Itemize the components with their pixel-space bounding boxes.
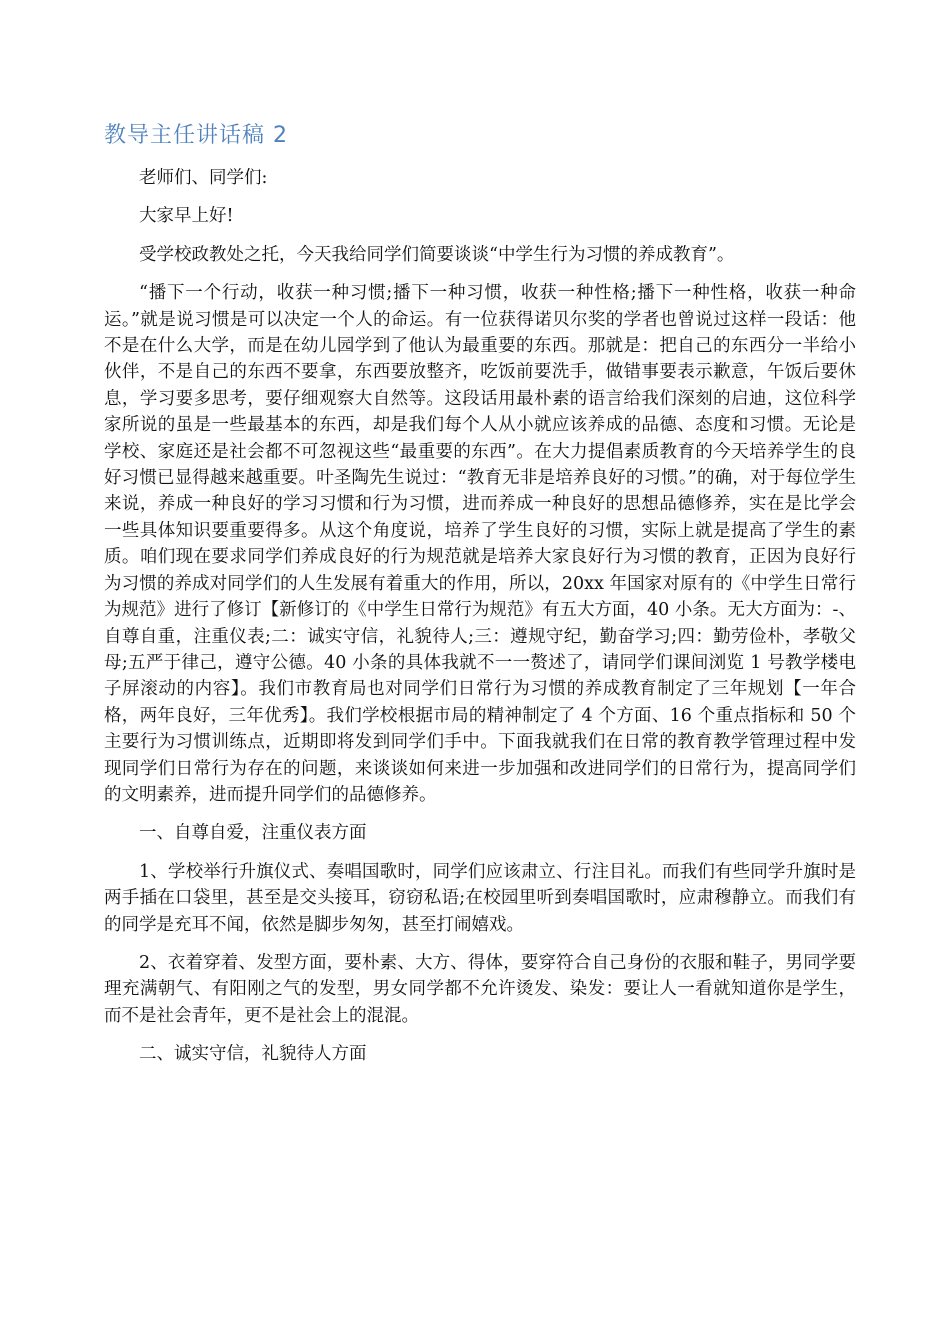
paragraph-item-2: 2、衣着穿着、发型方面，要朴素、大方、得体，要穿符合自己身份的衣服和鞋子，男同学要理充满朝气、有阳刚之气的发型，男女同学都不允许烫发、染发：要让人一看就知道你是学生，而不是社会青年，更不是社会上的混混。: [104, 952, 856, 1026]
paragraph-item-1: 1、学校举行升旗仪式、奏唱国歌时，同学们应该肃立、行注目礼。而我们有些同学升旗时是两手插在口袋里，甚至是交头接耳，窃窃私语;在校园里听到奏唱国歌时，应肃穆静立。而我们有的同学是充耳不闻，依然是脚步匆匆，甚至打闹嬉戏。: [104, 861, 856, 935]
paragraph-main: “播下一个行动，收获一种习惯;播下一种习惯，收获一种性格;播下一种性格，收获一种命运。”就是说习惯是可以决定一个人的命运。有一位获得诺贝尔奖的学者也曾说过这样一段话：他不是在什么大学，而是在幼儿园学到了他认为最重要的东西。那就是：把自己的东西分一半给小伙伴，不是自己的东西不要拿，东西要放整齐，吃饭前要洗手，做错事要表示歉意，午饭后要休息，学习要多思考，要仔细观察大自然等。这段话用最朴素的语言给我们深刻的启迪，这位科学家所说的虽是一些最基本的东西，却是我们每个人从小就应该养成的品德、态度和习惯。无论是学校、家庭还是社会都不可忽视这些“最重要的东西”。在大力提倡素质教育的今天培养学生的良好习惯已显得越来越重要。叶圣陶先生说过：“教育无非是培养良好的习惯。”的确，对于每位学生来说，养成一种良好的学习习惯和行为习惯，进而养成一种良好的思想品德修养，实在是比学会一些具体知识要重要得多。从这个角度说，培养了学生良好的习惯，实际上就是提高了学生的素质。咱们现在要求同学们养成良好的行为规范就是培养大家良好行为习惯的教育，正因为良好行为习惯的养成对同学们的人生发展有着重大的作用，所以，20xx 年国家对原有的《中学生日常行为规范》进行了修订【新修订的《中学生日常行为规范》有五大方面，40 小条。无大方面为：-、自尊自重，注重仪表;二：诚实守信，礼貌待人;三：遵规守纪，勤奋学习;四：勤劳俭朴，孝敬父母;五严于律己，遵守公德。40 小条的具体我就不一一赘述了，请同学们课间浏览 1 号教学楼电子屏滚动的内容】。我们市教育局也对同学们日常行为习惯的养成教育制定了三年规划【一年合格，两年良好，三年优秀】。我们学校根据市局的精神制定了 4 个方面、16 个重点指标和 50 个主要行为习惯训练点，近期即将发到同学们手中。下面我就我们在日常的教育教学管理过程中发现同学们日常行为存在的问题，来谈谈如何来进一步加强和改进同学们的日常行为，提高同学们的文明素养，进而提升同学们的品德修养。: [104, 283, 856, 805]
paragraph-greeting: 老师们、同学们:: [139, 168, 268, 188]
document-body: [104, 165, 856, 1080]
section-heading-2: 二、诚实守信，礼貌待人方面: [139, 1044, 367, 1065]
document-title: 教导主任讲话稿 2: [104, 123, 288, 148]
section-heading-1: 一、自尊自爱，注重仪表方面: [139, 823, 367, 844]
paragraph-intro: 受学校政教处之托，今天我给同学们简要谈谈“中学生行为习惯的养成教育”。: [139, 244, 735, 265]
paragraph-good-morning: 大家早上好!: [139, 206, 234, 227]
